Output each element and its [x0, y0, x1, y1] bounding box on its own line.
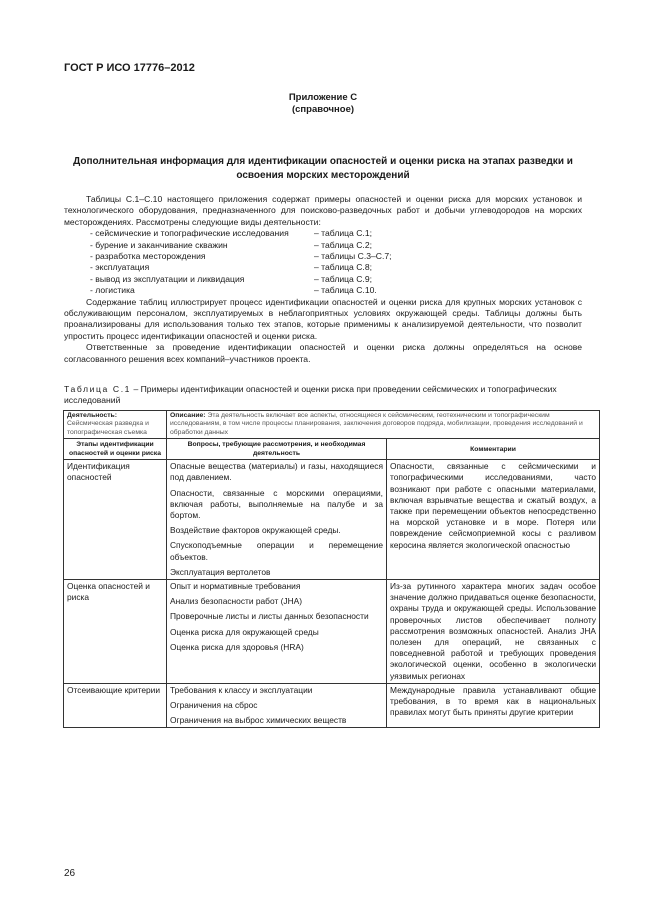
- table-caption-label: Таблица С.1: [64, 384, 132, 394]
- table-row: [64, 460, 600, 580]
- comment-cell: Из-за рутинного характера многих задач особое значение должно придаваться оценке безопасности, охраны труда и окружающей среды. Использование проверочных листов обеспечивает полноту рассмотрения возможных опасностей. Анализ JHA полезен для операций, не связанных с повседневной работой и требующих проведения экологической оценки, особенно в экологически уязвимых регионах: [387, 580, 600, 684]
- stage-cell: Идентификация опасностей: [64, 460, 167, 580]
- page-number: 26: [64, 868, 76, 879]
- description-cell: Описание: Эта деятельность включает все аспекты, относящиеся к сейсмическим, геотехническим и топографическим исследованиям, в том числе процессы планирования, заключения договоров подряда, мобилизации, проведения исследований и обработки данных: [167, 411, 600, 439]
- standard-header: ГОСТ Р ИСО 17776–2012: [64, 62, 195, 74]
- intro-paragraph: Таблицы С.1–С.10 настоящего приложения содержат примеры опасностей и оценки риска для морских установок и технологического оборудования, предназначенного для поисково-разведочных работ и добычи углеводородов на морских месторождениях. Рассмотрены следующие виды деятельности:: [64, 194, 582, 227]
- column-header: Комментарии: [387, 439, 600, 460]
- table-caption-text: – Примеры идентификации опасностей и оценки риска при проведении сейсмических и топографических исследований: [64, 384, 557, 406]
- list-item: - вывод из эксплуатации и ликвидация – таблица С.9;: [90, 273, 372, 284]
- stage-cell: Оценка опасностей и риска: [64, 580, 167, 684]
- comment-cell: Международные правила устанавливают общие требования, в то время как в национальных правилах могут быть приняты другие критерии: [387, 683, 600, 728]
- items-cell: Требования к классу и эксплуатации Ограничения на сброс Ограничения на выброс химических веществ: [167, 683, 387, 728]
- appendix-title: Приложение С: [288, 92, 358, 103]
- paragraph-2: Содержание таблиц иллюстрирует процесс идентификации опасностей и оценки риска для крупных морских установок с обслуживающим персоналом, эксплуатируемых в неблагоприятных условиях окружающей среды. Таблицы должны быть проанализированы для использования только тех этапов, которые применимы к анализируемой деятельности, что позволит упростить процесс идентификации опасностей и оценки риска.: [64, 296, 582, 341]
- comment-cell: Опасности, связанные с сейсмическими и топографическими исследованиями, часто возникают при работе с опасными материалами, включая взрывчатые вещества и сжатый воздух, а также при перемещении объектов непосредственно на морской установке и в море. Потеря или повреждение сейсмоприемной косы с разливом керосина является экологической опасностью: [387, 460, 600, 580]
- items-cell: Опыт и нормативные требования Анализ безопасности работ (JHA) Проверочные листы и листы данных безопасности Оценка риска для окружающей среды Оценка риска для здоровья (HRA): [167, 580, 387, 684]
- paragraph-3: Ответственные за проведение идентификации опасностей и оценки риска должны определяться на основе согласованного решения всех компаний–участников проекта.: [64, 342, 582, 364]
- table-header-row: [64, 439, 600, 460]
- list-item: - разработка месторождения – таблицы С.3–С.7;: [90, 251, 392, 261]
- table-row: [64, 683, 600, 728]
- activity-cell: Деятельность: Сейсмическая разведка и топографическая съемка: [64, 411, 167, 439]
- list-item: - логистика – таблица С.10.: [90, 285, 377, 296]
- body-text: [64, 194, 582, 365]
- activity-list: [64, 228, 582, 296]
- list-item: - эксплуатация – таблица С.8;: [90, 262, 372, 273]
- section-title: Дополнительная информация для идентификации опасностей и оценки риска на этапах разведки и освоения морских месторождений: [73, 156, 573, 181]
- table-activity-row: [64, 411, 600, 439]
- table-row: [64, 580, 600, 684]
- list-item: - сейсмические и топографические исследования – таблица С.1;: [90, 228, 372, 239]
- table-caption: [64, 384, 582, 407]
- appendix-subtitle: (справочное): [291, 104, 355, 115]
- column-header: Вопросы, требующие рассмотрения, и необходимая деятельность: [167, 439, 387, 460]
- hazard-table: [63, 410, 600, 728]
- items-cell: Опасные вещества (материалы) и газы, находящиеся под давлением. Опасности, связанные с морскими операциями, включая работы, выполняемые на палубе и за бортом. Воздействие факторов окружающей среды. Спускоподъемные операции и перемещение объектов. Эксплуатация вертолетов: [167, 460, 387, 580]
- stage-cell: Отсеивающие критерии: [64, 683, 167, 728]
- list-item: - бурение и заканчивание скважин – таблица С.2;: [90, 239, 372, 250]
- column-header: Этапы идентификации опасностей и оценки риска: [64, 439, 167, 460]
